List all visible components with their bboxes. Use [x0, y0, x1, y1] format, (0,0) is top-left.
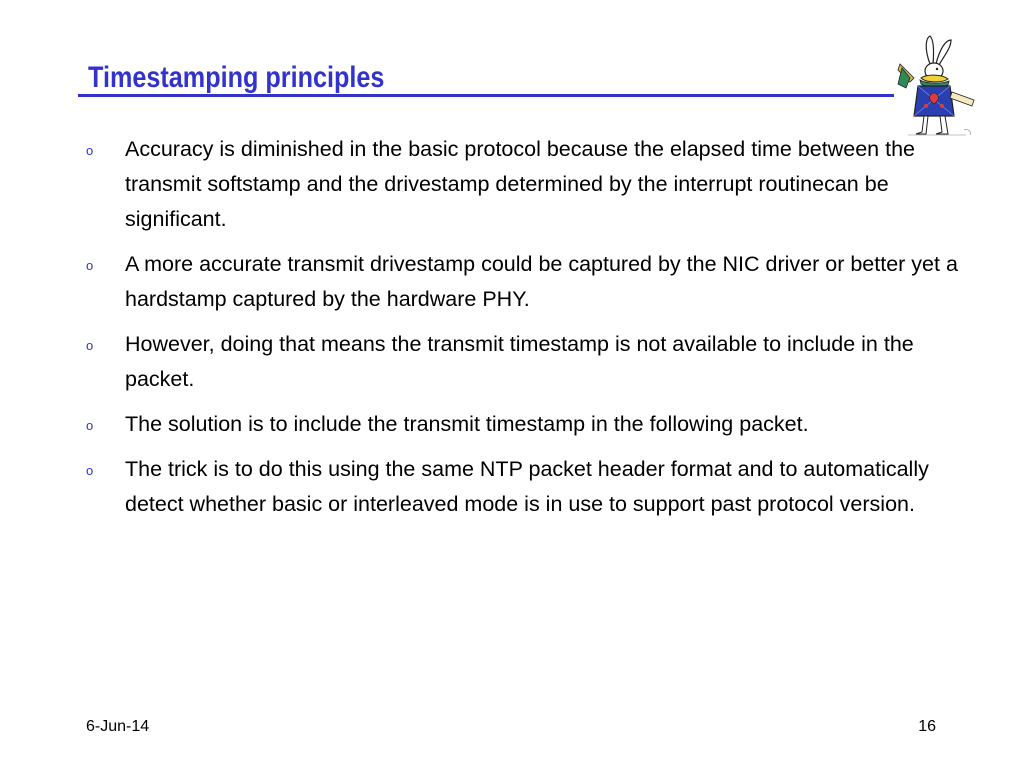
- white-rabbit-logo: [896, 34, 978, 138]
- bullet-text: The trick is to do this using the same NTP packet header format and to automatically detect whether basic or interleaved mode is in use to support past protocol version.: [125, 457, 929, 516]
- bullet-item: [0, 327, 1024, 397]
- bullet-marker: o: [86, 143, 94, 158]
- bullet-text: A more accurate transmit drivestamp could be captured by the NIC driver or better yet a hardstamp captured by the hardware PHY.: [125, 252, 958, 311]
- bullet-marker: o: [86, 338, 94, 353]
- bullet-item: [0, 247, 1024, 317]
- bullet-text: Accuracy is diminished in the basic protocol because the elapsed time between the transmit softstamp and the drivestamp determined by the interrupt routinecan be significant.: [125, 137, 915, 231]
- bullet-marker: o: [86, 418, 94, 433]
- page-number: 16: [918, 718, 936, 735]
- bullet-list: [0, 132, 1024, 532]
- title-underline: [78, 94, 894, 97]
- slide-title: Timestamping principles: [88, 61, 385, 94]
- bullet-text: However, doing that means the transmit timestamp is not available to include in the packet.: [125, 332, 914, 391]
- bullet-item: [0, 407, 1024, 442]
- bullet-marker: o: [86, 258, 94, 273]
- bullet-marker: o: [86, 463, 94, 478]
- bullet-item: [0, 132, 1024, 237]
- footer-date: 6-Jun-14: [86, 718, 150, 735]
- bullet-text: The solution is to include the transmit timestamp in the following packet.: [125, 412, 809, 436]
- bullet-item: [0, 452, 1024, 522]
